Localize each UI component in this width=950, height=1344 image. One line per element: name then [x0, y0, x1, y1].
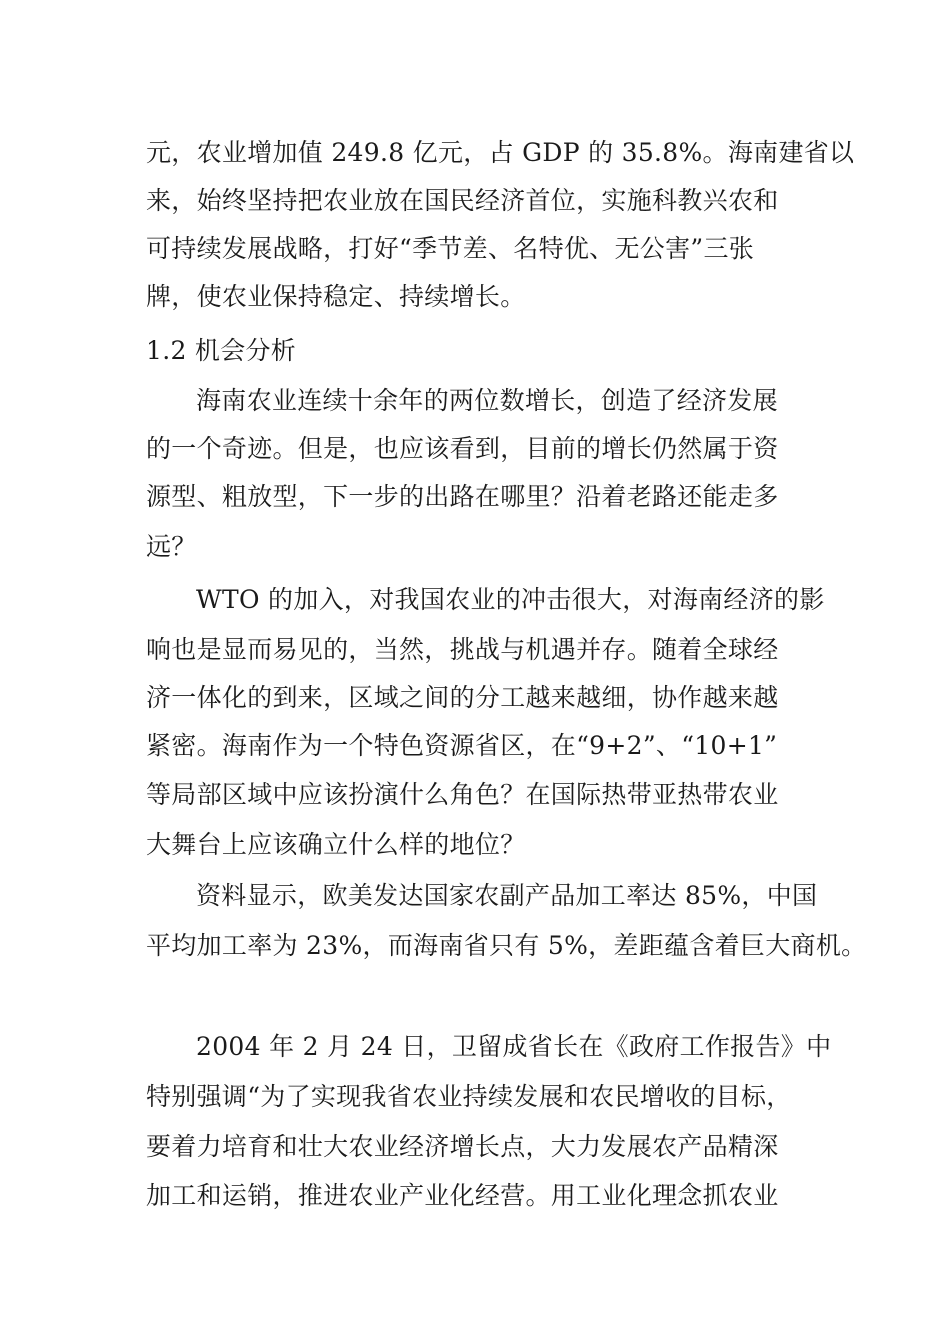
paragraph-1-line-1: 元，农业增加值 249.8 亿元，占 GDP 的 35.8%。海南建省以 [146, 138, 855, 167]
paragraph-5-line-3: 要着力培育和壮大农业经济增长点，大力发展农产品精深 [146, 1132, 779, 1161]
paragraph-2-line-4: 远？ [146, 532, 197, 561]
paragraph-3-line-3: 济一体化的到来，区域之间的分工越来越细，协作越来越 [146, 683, 779, 712]
paragraph-3-line-6: 大舞台上应该确立什么样的地位？ [146, 830, 526, 859]
paragraph-1-line-2: 来，始终坚持把农业放在国民经济首位，实施科教兴农和 [146, 186, 779, 215]
paragraph-2-line-2: 的一个奇迹。但是，也应该看到，目前的增长仍然属于资 [146, 434, 779, 463]
paragraph-1-line-3: 可持续发展战略，打好“季节差、名特优、无公害”三张 [146, 234, 755, 263]
paragraph-4-line-2: 平均加工率为 23%，而海南省只有 5%，差距蕴含着巨大商机。 [146, 931, 867, 960]
paragraph-3-line-4: 紧密。海南作为一个特色资源省区，在“9+2”、“10+1” [146, 731, 778, 760]
paragraph-3-line-1: WTO 的加入，对我国农业的冲击很大，对海南经济的影 [196, 585, 825, 614]
paragraph-5-line-4: 加工和运销，推进农业产业化经营。用工业化理念抓农业 [146, 1181, 779, 1210]
paragraph-2-line-3: 源型、粗放型，下一步的出路在哪里？沿着老路还能走多 [146, 482, 779, 511]
paragraph-3-line-5: 等局部区域中应该扮演什么角色？在国际热带亚热带农业 [146, 780, 779, 809]
paragraph-2-line-1: 海南农业连续十余年的两位数增长，创造了经济发展 [196, 386, 778, 415]
paragraph-5-line-1: 2004 年 2 月 24 日，卫留成省长在《政府工作报告》中 [196, 1032, 832, 1061]
section-heading: 1.2 机会分析 [146, 336, 297, 365]
paragraph-1-line-4: 牌，使农业保持稳定、持续增长。 [146, 282, 526, 311]
paragraph-5-line-2: 特别强调“为了实现我省农业持续发展和农民增收的目标， [146, 1082, 792, 1111]
paragraph-4-line-1: 资料显示，欧美发达国家农副产品加工率达 85%，中国 [196, 881, 818, 910]
paragraph-3-line-2: 响也是显而易见的，当然，挑战与机遇并存。随着全球经 [146, 635, 779, 664]
